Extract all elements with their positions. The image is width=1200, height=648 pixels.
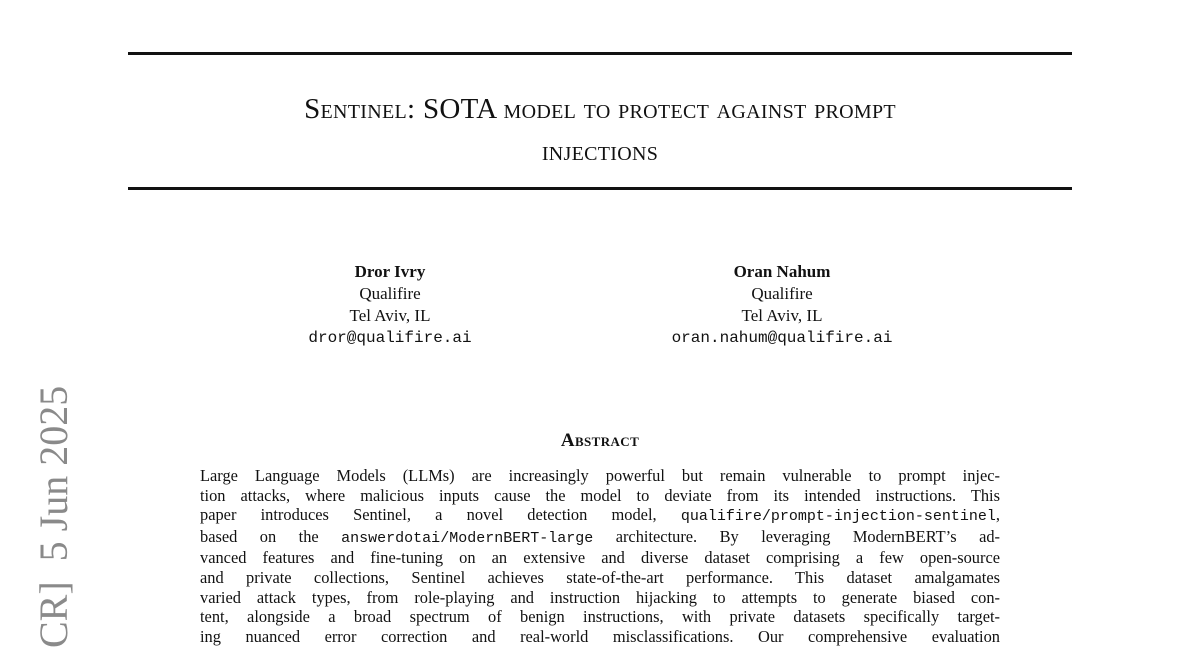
abstract-line: and private collections, Sentinel achieves state-of-the-art performance. This dataset amalgamates: [200, 567, 1000, 587]
title-rule-bottom: [128, 187, 1072, 190]
abstract-text: architecture. By leveraging ModernBERT’s ad-: [615, 526, 1000, 546]
abstract-text: based on the: [200, 526, 319, 546]
author-location: Tel Aviv, IL: [349, 306, 431, 325]
author-name: Dror Ivry: [354, 262, 426, 281]
abstract-line: ing nuanced error correction and real-world misclassifications. Our comprehensive evaluation: [200, 626, 1000, 646]
title-part-3: model to protect against prompt: [503, 93, 896, 125]
abstract-line: tent, alongside a broad spectrum of benign instructions, with private datasets specifically target-: [200, 607, 1000, 627]
abstract-line: vanced features and fine-tuning on an extensive and diverse dataset comprising a few open-source: [200, 548, 1000, 568]
author-block-2: [622, 261, 942, 349]
author-email[interactable]: dror@qualifire.ai: [308, 329, 472, 347]
title-part-1: Sentinel:: [304, 93, 416, 125]
abstract-body: [200, 466, 1000, 646]
paper-title: [160, 88, 1040, 172]
title-part-4: injections: [541, 135, 659, 167]
author-name: Oran Nahum: [733, 262, 831, 281]
abstract-text: paper introduces Sentinel, a novel detection model,: [200, 505, 657, 525]
author-email[interactable]: oran.nahum@qualifire.ai: [671, 329, 893, 347]
title-rule-top: [128, 52, 1072, 55]
abstract-line: [200, 505, 1000, 527]
title-part-2: SOTA: [422, 93, 496, 125]
abstract-heading: Abstract: [560, 430, 640, 451]
abstract-line: tion attacks, where malicious inputs cause the model to deviate from its intended instructions. This: [200, 485, 1000, 505]
abstract-text: ,: [995, 505, 1000, 525]
arxiv-side-stamp: CR] 5 Jun 2025: [31, 385, 76, 648]
author-location: Tel Aviv, IL: [741, 306, 823, 325]
abstract-line: varied attack types, from role-playing and instruction hijacking to attempts to generate biased con-: [200, 587, 1000, 607]
base-model-name: answerdotai/ModernBERT-large: [341, 529, 594, 547]
author-affiliation: Qualifire: [751, 284, 813, 303]
abstract-line: Large Language Models (LLMs) are increasingly powerful but remain vulnerable to prompt injec-: [200, 466, 1000, 485]
author-block-1: [230, 261, 550, 349]
author-affiliation: Qualifire: [359, 284, 421, 303]
abstract-line: [200, 527, 1000, 549]
model-name: qualifire/prompt-injection-sentinel: [680, 508, 996, 526]
